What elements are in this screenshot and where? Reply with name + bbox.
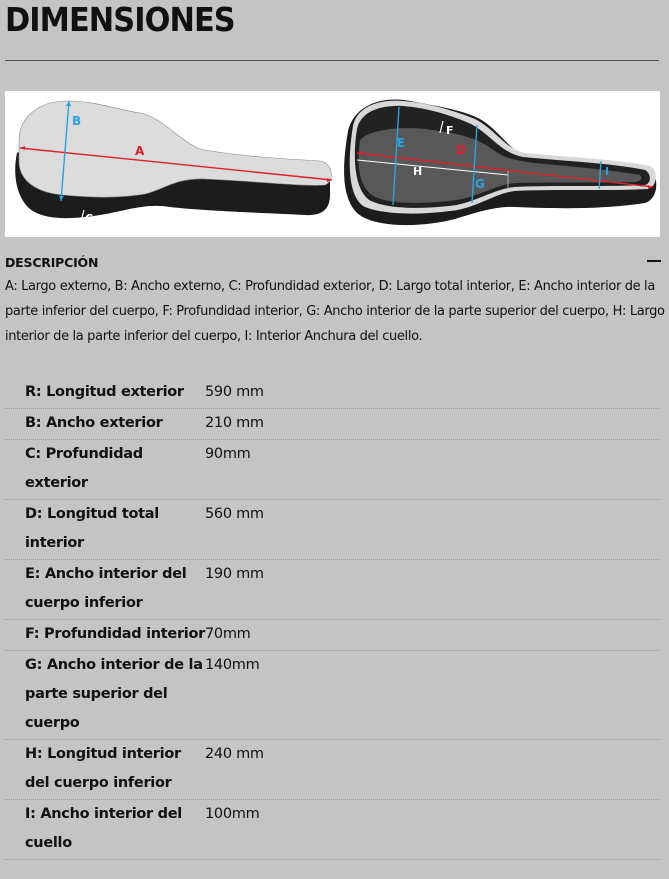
table-row (5, 378, 660, 409)
interior-case-illustration (344, 100, 656, 226)
spec-label: F: Profundidad interior (25, 626, 205, 642)
spec-label: C: Profundidad exterior (25, 446, 143, 491)
spec-value: 100mm (205, 806, 260, 822)
spec-label: D: Longitud total interior (25, 506, 159, 551)
spec-value: 190 mm (205, 566, 264, 582)
spec-value: 90mm (205, 446, 251, 462)
svg-text:H: H (413, 165, 423, 178)
table-row (5, 409, 660, 440)
spec-label: I: Ancho interior del cuello (25, 806, 182, 851)
spec-value: 70mm (205, 626, 251, 642)
spec-value: 210 mm (205, 415, 264, 431)
spec-label: H: Longitud interior del cuerpo inferior (25, 746, 181, 791)
svg-text:B: B (72, 114, 82, 128)
svg-text:I: I (605, 165, 610, 178)
spec-value: 560 mm (205, 506, 264, 522)
spec-label: G: Ancho interior de la parte superior del cuerpo (25, 657, 203, 731)
spec-value: 140mm (205, 657, 260, 673)
table-row (5, 651, 660, 740)
table-row (5, 440, 660, 500)
exterior-case-illustration (15, 101, 332, 225)
table-row (5, 740, 660, 800)
description-heading: DESCRIPCIÓN (5, 255, 99, 270)
spec-value: 240 mm (205, 746, 264, 762)
svg-text:E: E (397, 136, 406, 150)
svg-text:A: A (135, 144, 145, 158)
description-accordion-header[interactable] (5, 252, 661, 270)
specs-table (5, 378, 660, 860)
svg-text:F: F (446, 124, 454, 137)
svg-text:D: D (456, 143, 466, 157)
dimensions-diagram-image (5, 91, 660, 237)
table-row (5, 500, 660, 560)
description-text: A: Largo externo, B: Ancho externo, C: Profundidad exterior, D: Largo total interior, E: Ancho interior de la parte inferior del cuerpo, F: Profundidad interior, G: Ancho interior de la parte superior del cuerpo, H: Largo interior de la parte inferior del cuerpo, I: Interior Anchura del cuello. (5, 279, 665, 344)
spec-label: E: Ancho interior del cuerpo inferior (25, 566, 187, 611)
table-row (5, 800, 660, 860)
svg-text:G: G (475, 177, 485, 191)
spec-value: 590 mm (205, 384, 264, 400)
svg-text:C: C (85, 212, 94, 225)
minus-icon[interactable] (647, 260, 661, 262)
page-title: DIMENSIONES (5, 0, 235, 39)
spec-label: B: Ancho exterior (25, 415, 163, 431)
table-row (5, 620, 660, 651)
title-divider (5, 60, 659, 61)
spec-label: R: Longitud exterior (25, 384, 184, 400)
table-row (5, 560, 660, 620)
